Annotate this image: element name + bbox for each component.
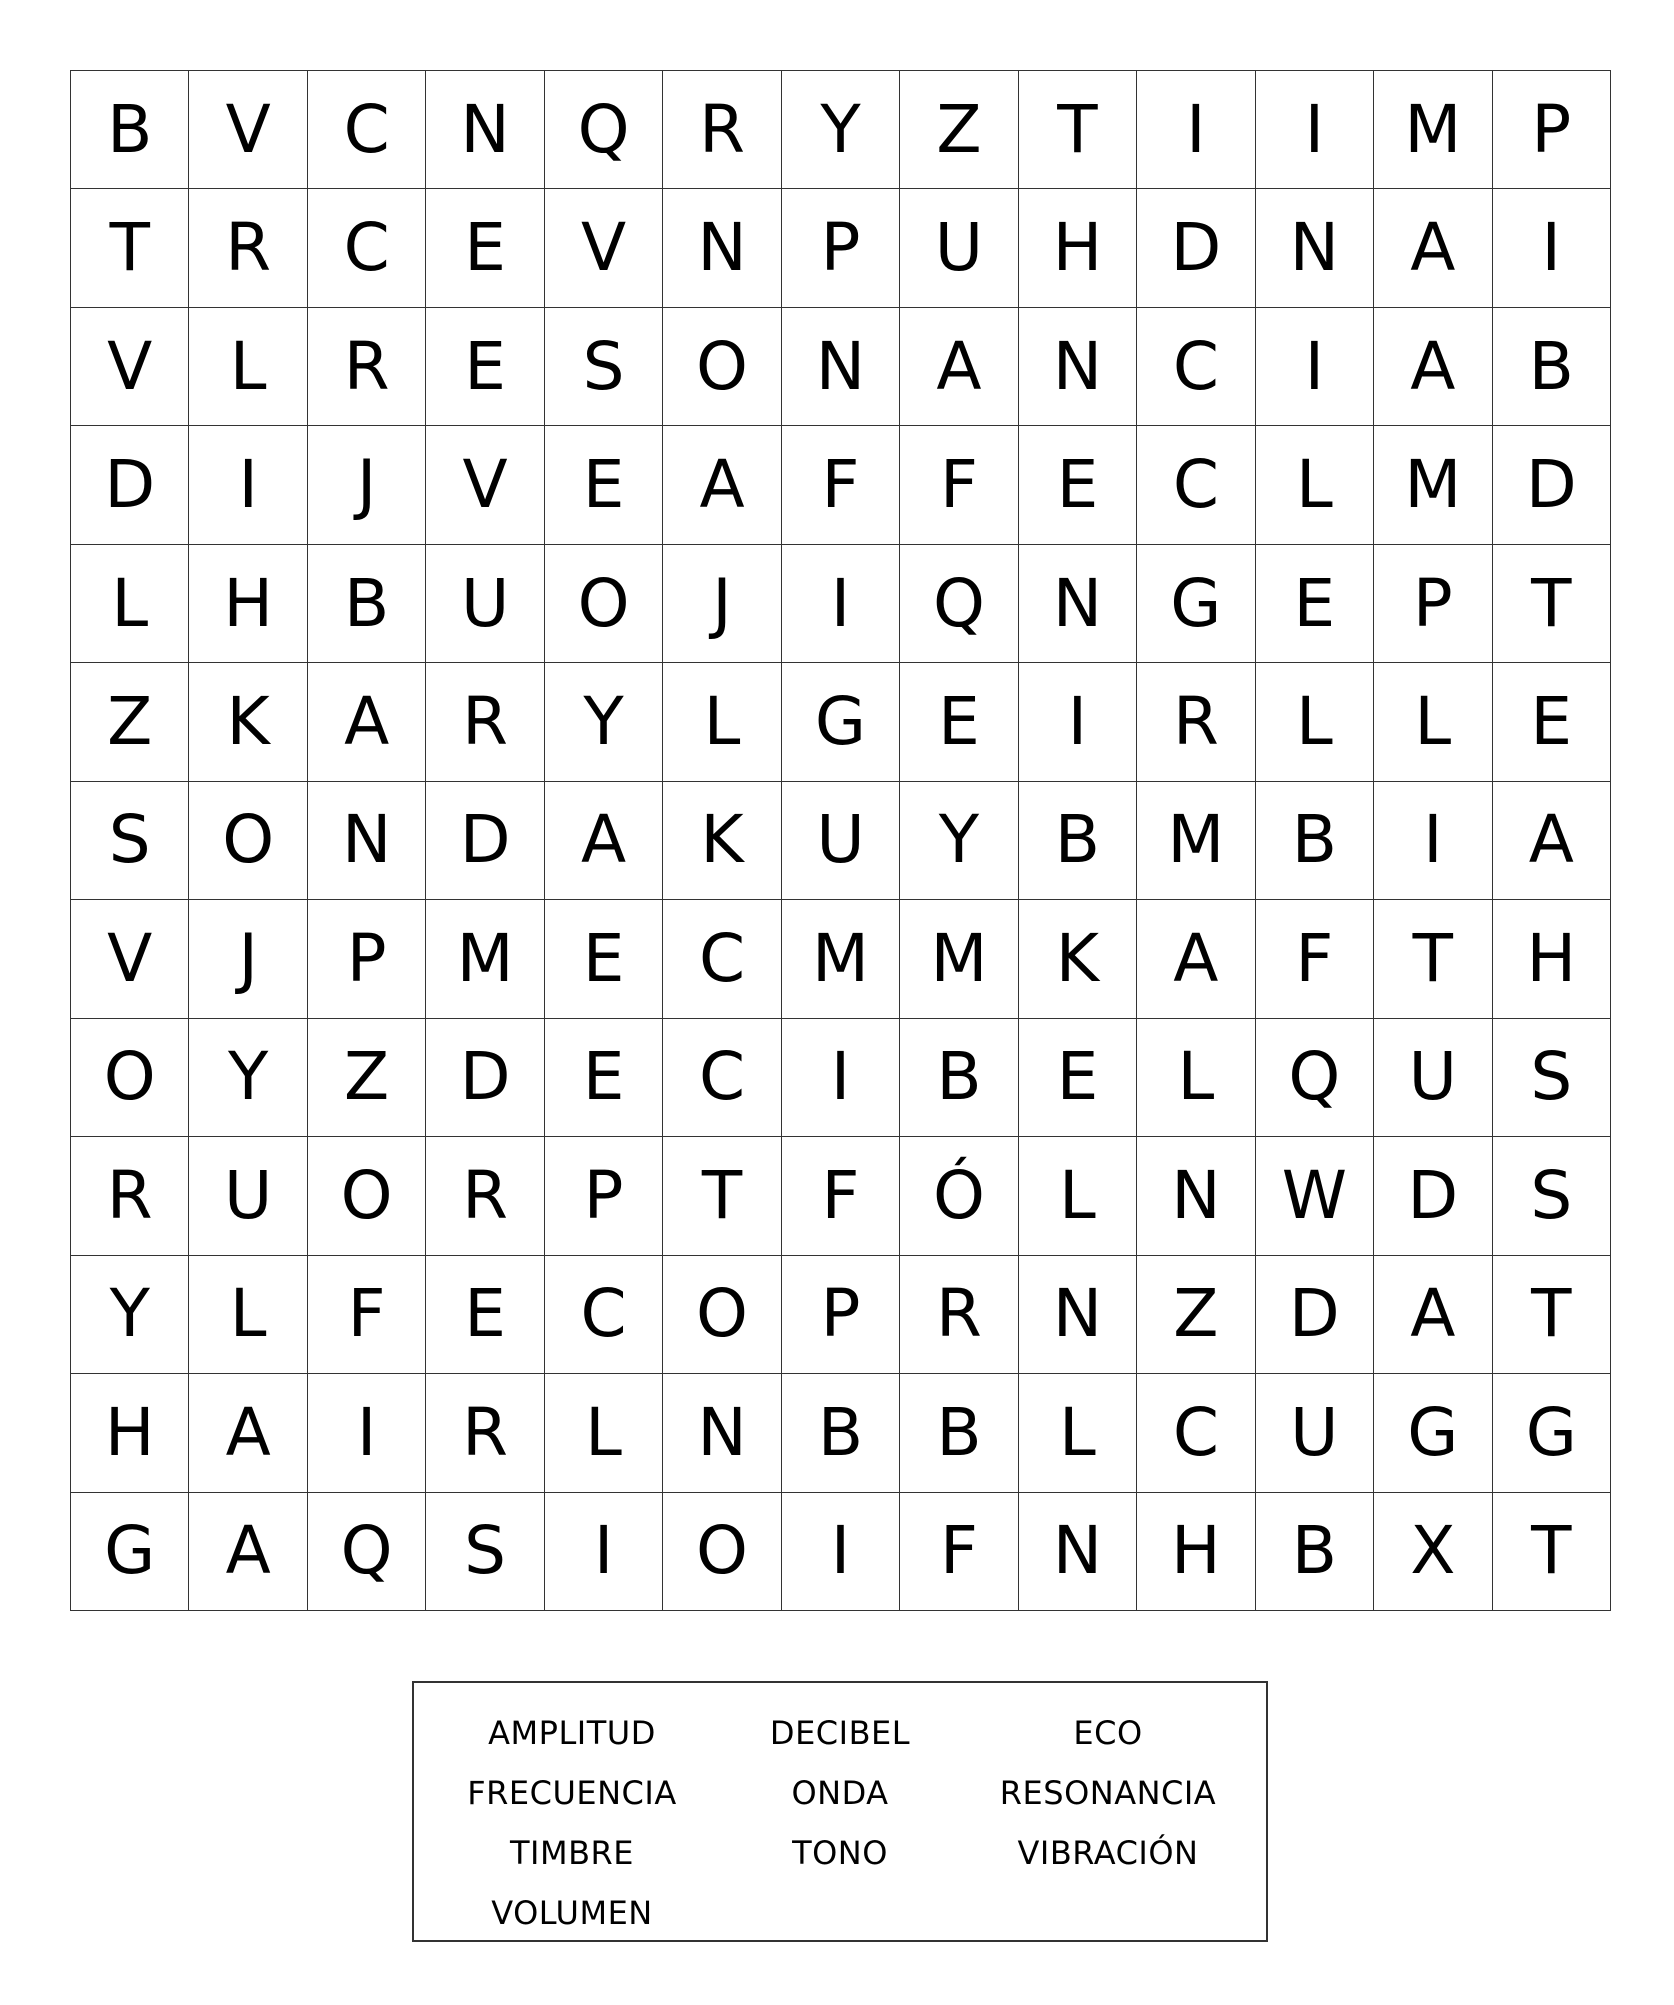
grid-cell[interactable]: E bbox=[1019, 426, 1137, 544]
grid-cell[interactable]: Z bbox=[71, 663, 189, 781]
grid-cell[interactable]: U bbox=[900, 189, 1018, 307]
word-search-grid bbox=[70, 70, 1611, 1611]
grid-cell[interactable]: E bbox=[545, 900, 663, 1018]
grid-cell[interactable]: J bbox=[189, 900, 307, 1018]
grid-cell[interactable]: Y bbox=[900, 782, 1018, 900]
grid-cell[interactable]: X bbox=[1374, 1493, 1492, 1611]
grid-cell[interactable]: P bbox=[1374, 545, 1492, 663]
grid-cell[interactable]: H bbox=[1137, 1493, 1255, 1611]
grid-cell[interactable]: C bbox=[308, 189, 426, 307]
grid-cell[interactable]: B bbox=[1256, 782, 1374, 900]
grid-cell[interactable]: G bbox=[1374, 1374, 1492, 1492]
grid-cell[interactable]: T bbox=[71, 189, 189, 307]
grid-cell[interactable]: B bbox=[782, 1374, 900, 1492]
grid-cell[interactable]: A bbox=[189, 1493, 307, 1611]
grid-cell[interactable]: F bbox=[782, 426, 900, 544]
grid-cell[interactable]: U bbox=[189, 1137, 307, 1255]
grid-cell[interactable]: Y bbox=[71, 1256, 189, 1374]
grid-cell[interactable]: C bbox=[1137, 308, 1255, 426]
grid-cell[interactable]: L bbox=[1137, 1019, 1255, 1137]
grid-cell[interactable]: I bbox=[782, 1019, 900, 1137]
grid-cell[interactable]: Q bbox=[545, 71, 663, 189]
grid-cell[interactable]: E bbox=[1256, 545, 1374, 663]
grid-cell[interactable]: Y bbox=[545, 663, 663, 781]
grid-cell[interactable]: T bbox=[1019, 71, 1137, 189]
grid-cell[interactable]: P bbox=[545, 1137, 663, 1255]
grid-cell[interactable]: I bbox=[782, 1493, 900, 1611]
grid-cell[interactable]: F bbox=[1256, 900, 1374, 1018]
grid-cell[interactable]: J bbox=[308, 426, 426, 544]
grid-cell[interactable]: N bbox=[308, 782, 426, 900]
grid-cell[interactable]: K bbox=[189, 663, 307, 781]
grid-cell[interactable]: Q bbox=[900, 545, 1018, 663]
grid-cell[interactable]: B bbox=[1019, 782, 1137, 900]
grid-cell[interactable]: C bbox=[663, 1019, 781, 1137]
grid-cell[interactable]: J bbox=[663, 545, 781, 663]
word-list-item: AMPLITUD bbox=[488, 1714, 656, 1752]
grid-cell[interactable]: S bbox=[71, 782, 189, 900]
word-list-item: RESONANCIA bbox=[999, 1774, 1217, 1812]
grid-cell[interactable]: R bbox=[426, 1374, 544, 1492]
grid-cell[interactable]: S bbox=[1493, 1019, 1611, 1137]
grid-cell[interactable]: L bbox=[1256, 426, 1374, 544]
grid-cell[interactable]: N bbox=[1019, 308, 1137, 426]
grid-cell[interactable]: L bbox=[189, 308, 307, 426]
grid-cell[interactable]: D bbox=[426, 782, 544, 900]
grid-cell[interactable]: N bbox=[426, 71, 544, 189]
grid-cell[interactable]: I bbox=[1019, 663, 1137, 781]
grid-cell[interactable]: A bbox=[308, 663, 426, 781]
grid-cell[interactable]: S bbox=[545, 308, 663, 426]
grid-cell[interactable]: A bbox=[545, 782, 663, 900]
grid-cell[interactable]: A bbox=[900, 308, 1018, 426]
grid-cell[interactable]: E bbox=[426, 308, 544, 426]
grid-cell[interactable]: L bbox=[1019, 1137, 1137, 1255]
grid-cell[interactable]: I bbox=[1256, 308, 1374, 426]
grid-cell[interactable]: Ó bbox=[900, 1137, 1018, 1255]
grid-cell[interactable]: C bbox=[663, 900, 781, 1018]
grid-cell[interactable]: M bbox=[426, 900, 544, 1018]
grid-cell[interactable]: U bbox=[426, 545, 544, 663]
grid-cell[interactable]: A bbox=[663, 426, 781, 544]
grid-cell[interactable]: L bbox=[1256, 663, 1374, 781]
grid-cell[interactable]: H bbox=[1019, 189, 1137, 307]
grid-cell[interactable]: T bbox=[1493, 545, 1611, 663]
grid-cell[interactable]: E bbox=[426, 1256, 544, 1374]
grid-cell[interactable]: V bbox=[426, 426, 544, 544]
word-list-item: TONO bbox=[792, 1834, 888, 1872]
grid-cell[interactable]: N bbox=[1019, 545, 1137, 663]
grid-cell[interactable]: I bbox=[1493, 189, 1611, 307]
grid-cell[interactable]: F bbox=[900, 1493, 1018, 1611]
grid-cell[interactable]: L bbox=[1019, 1374, 1137, 1492]
grid-cell[interactable]: Y bbox=[782, 71, 900, 189]
grid-cell[interactable]: N bbox=[1019, 1256, 1137, 1374]
grid-cell[interactable]: E bbox=[900, 663, 1018, 781]
grid-cell[interactable]: A bbox=[1137, 900, 1255, 1018]
grid-cell[interactable]: O bbox=[308, 1137, 426, 1255]
grid-cell[interactable]: D bbox=[1137, 189, 1255, 307]
grid-cell[interactable]: A bbox=[1493, 782, 1611, 900]
grid-cell[interactable]: D bbox=[1256, 1256, 1374, 1374]
grid-cell[interactable]: I bbox=[782, 545, 900, 663]
grid-cell[interactable]: I bbox=[545, 1493, 663, 1611]
grid-cell[interactable]: N bbox=[663, 189, 781, 307]
grid-cell[interactable]: C bbox=[1137, 1374, 1255, 1492]
word-list-item: FRECUENCIA bbox=[467, 1774, 677, 1812]
grid-cell[interactable]: C bbox=[1137, 426, 1255, 544]
grid-cell[interactable]: Y bbox=[189, 1019, 307, 1137]
grid-cell[interactable]: U bbox=[782, 782, 900, 900]
word-list-item: TIMBRE bbox=[510, 1834, 634, 1872]
grid-cell[interactable]: T bbox=[1493, 1493, 1611, 1611]
grid-cell[interactable]: D bbox=[1374, 1137, 1492, 1255]
grid-cell[interactable]: V bbox=[71, 900, 189, 1018]
grid-cell[interactable]: L bbox=[71, 545, 189, 663]
grid-cell[interactable]: R bbox=[426, 1137, 544, 1255]
grid-cell[interactable]: N bbox=[1137, 1137, 1255, 1255]
grid-cell[interactable]: C bbox=[545, 1256, 663, 1374]
grid-cell[interactable]: F bbox=[782, 1137, 900, 1255]
grid-cell[interactable]: U bbox=[1256, 1374, 1374, 1492]
word-list-item: VIBRACIÓN bbox=[1017, 1834, 1199, 1872]
grid-cell[interactable]: M bbox=[1137, 782, 1255, 900]
grid-cell[interactable]: R bbox=[189, 189, 307, 307]
grid-cell[interactable]: P bbox=[782, 189, 900, 307]
grid-cell[interactable]: L bbox=[663, 663, 781, 781]
word-list-item: DECIBEL bbox=[769, 1714, 911, 1752]
grid-cell[interactable]: E bbox=[426, 189, 544, 307]
grid-cell[interactable]: S bbox=[1493, 1137, 1611, 1255]
grid-cell[interactable]: L bbox=[545, 1374, 663, 1492]
grid-cell[interactable]: B bbox=[900, 1374, 1018, 1492]
grid-cell[interactable]: E bbox=[545, 1019, 663, 1137]
grid-cell[interactable]: B bbox=[1256, 1493, 1374, 1611]
grid-cell[interactable]: G bbox=[782, 663, 900, 781]
grid-cell[interactable]: Q bbox=[308, 1493, 426, 1611]
grid-cell[interactable]: Z bbox=[1137, 1256, 1255, 1374]
grid-cell[interactable]: R bbox=[900, 1256, 1018, 1374]
grid-cell[interactable]: C bbox=[308, 71, 426, 189]
grid-cell[interactable]: B bbox=[1493, 308, 1611, 426]
grid-cell[interactable]: Z bbox=[308, 1019, 426, 1137]
grid-cell[interactable]: G bbox=[71, 1493, 189, 1611]
grid-cell[interactable]: B bbox=[900, 1019, 1018, 1137]
grid-cell[interactable]: P bbox=[782, 1256, 900, 1374]
grid-cell[interactable]: H bbox=[71, 1374, 189, 1492]
grid-cell[interactable]: E bbox=[1019, 1019, 1137, 1137]
grid-cell[interactable]: A bbox=[1374, 189, 1492, 307]
grid-cell[interactable]: T bbox=[1493, 1256, 1611, 1374]
grid-cell[interactable]: I bbox=[1256, 71, 1374, 189]
grid-cell[interactable]: B bbox=[71, 71, 189, 189]
grid-cell[interactable]: E bbox=[545, 426, 663, 544]
grid-cell[interactable]: N bbox=[782, 308, 900, 426]
grid-cell[interactable]: H bbox=[189, 545, 307, 663]
grid-cell[interactable]: D bbox=[1493, 426, 1611, 544]
word-list-item: VOLUMEN bbox=[491, 1894, 653, 1932]
grid-cell[interactable]: P bbox=[308, 900, 426, 1018]
grid-cell[interactable]: G bbox=[1137, 545, 1255, 663]
grid-cell[interactable]: E bbox=[1493, 663, 1611, 781]
grid-cell[interactable]: N bbox=[663, 1374, 781, 1492]
grid-cell[interactable]: W bbox=[1256, 1137, 1374, 1255]
grid-cell[interactable]: L bbox=[1374, 663, 1492, 781]
grid-cell[interactable]: R bbox=[308, 308, 426, 426]
grid-cell[interactable]: F bbox=[308, 1256, 426, 1374]
grid-cell[interactable]: D bbox=[426, 1019, 544, 1137]
word-list-item: ONDA bbox=[791, 1774, 889, 1812]
grid-cell[interactable]: P bbox=[1493, 71, 1611, 189]
grid-cell[interactable]: H bbox=[1493, 900, 1611, 1018]
grid-cell[interactable]: O bbox=[189, 782, 307, 900]
grid-cell[interactable]: A bbox=[189, 1374, 307, 1492]
grid-cell[interactable]: M bbox=[1374, 71, 1492, 189]
grid-cell[interactable]: A bbox=[1374, 1256, 1492, 1374]
grid-cell[interactable]: K bbox=[1019, 900, 1137, 1018]
grid-cell[interactable]: O bbox=[663, 1256, 781, 1374]
grid-cell[interactable]: I bbox=[1374, 782, 1492, 900]
grid-cell[interactable]: O bbox=[71, 1019, 189, 1137]
grid-cell[interactable]: N bbox=[1019, 1493, 1137, 1611]
grid-cell[interactable]: T bbox=[1374, 900, 1492, 1018]
grid-cell[interactable]: N bbox=[1256, 189, 1374, 307]
grid-cell[interactable]: M bbox=[1374, 426, 1492, 544]
word-list-item: ECO bbox=[1073, 1714, 1143, 1752]
grid-cell[interactable]: Z bbox=[900, 71, 1018, 189]
grid-cell[interactable]: R bbox=[71, 1137, 189, 1255]
grid-cell[interactable]: U bbox=[1374, 1019, 1492, 1137]
grid-cell[interactable]: D bbox=[71, 426, 189, 544]
grid-cell[interactable]: V bbox=[189, 71, 307, 189]
grid-cell[interactable]: B bbox=[308, 545, 426, 663]
grid-cell[interactable]: R bbox=[1137, 663, 1255, 781]
word-list bbox=[412, 1681, 1268, 1942]
grid-cell[interactable]: I bbox=[189, 426, 307, 544]
grid-cell[interactable]: R bbox=[426, 663, 544, 781]
grid-cell[interactable]: K bbox=[663, 782, 781, 900]
grid-cell[interactable]: O bbox=[545, 545, 663, 663]
grid-cell[interactable]: V bbox=[71, 308, 189, 426]
grid-cell[interactable]: F bbox=[900, 426, 1018, 544]
grid-cell[interactable]: S bbox=[426, 1493, 544, 1611]
grid-cell[interactable]: M bbox=[782, 900, 900, 1018]
grid-cell[interactable]: O bbox=[663, 308, 781, 426]
grid-cell[interactable]: M bbox=[900, 900, 1018, 1018]
grid-cell[interactable]: L bbox=[189, 1256, 307, 1374]
grid-cell[interactable]: O bbox=[663, 1493, 781, 1611]
grid-cell[interactable]: I bbox=[1137, 71, 1255, 189]
grid-cell[interactable]: R bbox=[663, 71, 781, 189]
grid-cell[interactable]: G bbox=[1493, 1374, 1611, 1492]
grid-cell[interactable]: A bbox=[1374, 308, 1492, 426]
grid-cell[interactable]: Q bbox=[1256, 1019, 1374, 1137]
grid-cell[interactable]: T bbox=[663, 1137, 781, 1255]
grid-cell[interactable]: I bbox=[308, 1374, 426, 1492]
grid-cell[interactable]: V bbox=[545, 189, 663, 307]
